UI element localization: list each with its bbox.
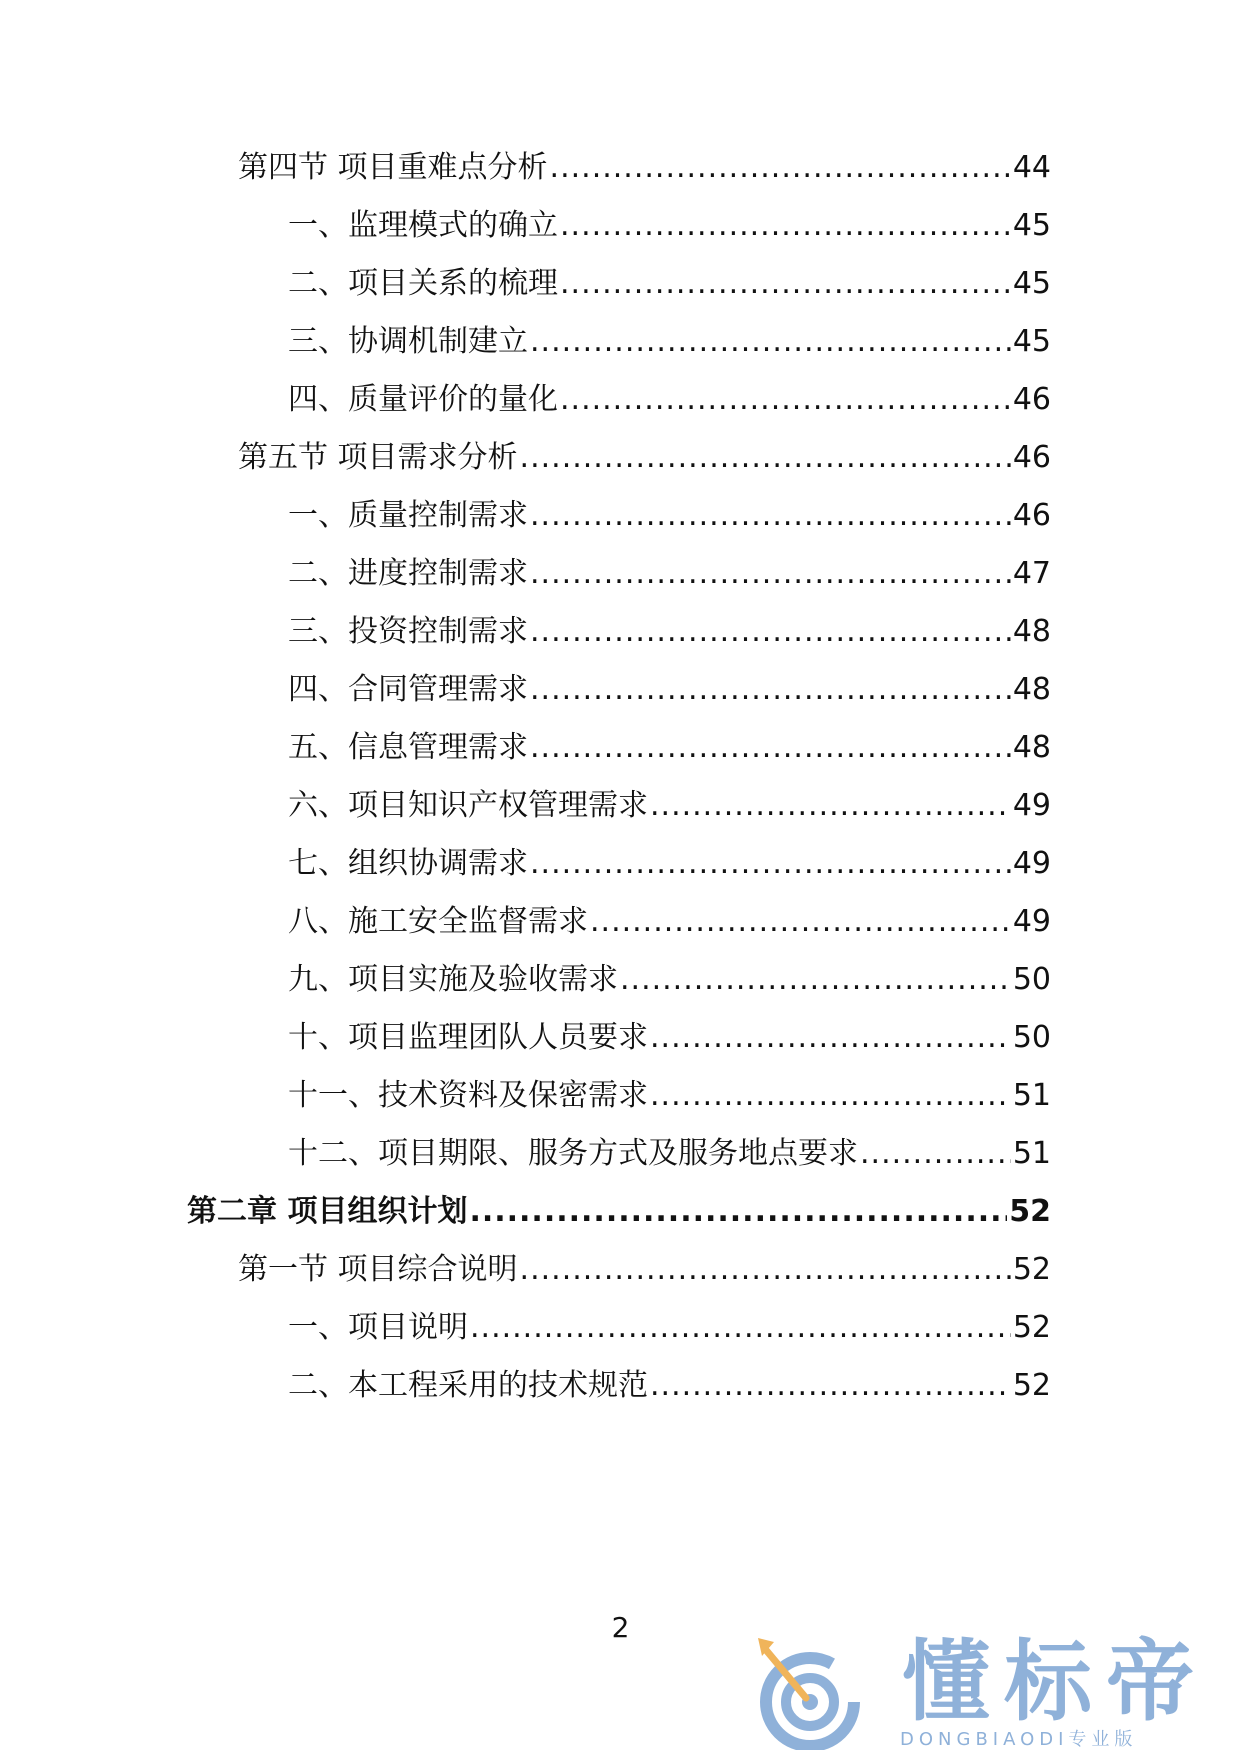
toc-entry-title: 二、进度控制需求 (288, 556, 528, 591)
toc-entry[interactable] (288, 1018, 1051, 1058)
toc-chapter-entry[interactable] (187, 1192, 1051, 1232)
page-number: 2 (611, 1611, 630, 1644)
toc-entry[interactable] (288, 1076, 1051, 1116)
toc-dot-leader (530, 670, 1011, 710)
toc-entry-title: 十一、技术资料及保密需求 (288, 1078, 648, 1113)
toc-entry[interactable] (288, 322, 1051, 362)
toc-entry[interactable] (288, 902, 1051, 942)
toc-entry-page: 48 (1012, 672, 1051, 707)
toc-dot-leader (520, 1250, 1011, 1290)
toc-entry[interactable] (288, 264, 1051, 304)
toc-dot-leader (530, 322, 1011, 362)
toc-entry-title: 二、本工程采用的技术规范 (288, 1368, 648, 1403)
toc-entry-title: 七、组织协调需求 (288, 846, 528, 881)
toc-dot-leader (650, 1018, 1011, 1058)
toc-dot-leader (470, 1308, 1011, 1348)
toc-dot-leader (530, 612, 1011, 652)
toc-entry-title: 四、质量评价的量化 (288, 382, 558, 417)
toc-entry-title: 第四节 项目重难点分析 (238, 150, 548, 185)
toc-entry-page: 51 (1012, 1078, 1051, 1113)
toc-dot-leader (860, 1134, 1011, 1174)
toc-entry-title: 五、信息管理需求 (288, 730, 528, 765)
toc-dot-leader (560, 380, 1011, 420)
toc-entry-page: 52 (1012, 1368, 1051, 1403)
toc-entry-title: 四、合同管理需求 (288, 672, 528, 707)
toc-dot-leader (590, 902, 1011, 942)
toc-entry[interactable] (288, 1366, 1051, 1406)
toc-entry-title: 二、项目关系的梳理 (288, 266, 558, 301)
watermark-brand: 懂标帝 (902, 1630, 1209, 1733)
toc-entry-page: 51 (1012, 1136, 1051, 1171)
toc-entry-page: 49 (1012, 846, 1051, 881)
toc-entry-page: 47 (1012, 556, 1051, 591)
toc-entry-title: 一、监理模式的确立 (288, 208, 558, 243)
toc-entry[interactable] (288, 554, 1051, 594)
toc-entry-title: 一、项目说明 (288, 1310, 468, 1345)
toc-entry[interactable] (288, 960, 1051, 1000)
toc-entry-title: 九、项目实施及验收需求 (288, 962, 618, 997)
toc-entry[interactable] (288, 786, 1051, 826)
toc-entry[interactable] (288, 728, 1051, 768)
toc-dot-leader (650, 786, 1011, 826)
toc-entry-page: 45 (1012, 208, 1051, 243)
toc-entry-page: 44 (1012, 150, 1051, 185)
toc-entry[interactable] (238, 1250, 1051, 1290)
toc-entry-page: 45 (1012, 266, 1051, 301)
toc-entry[interactable] (288, 612, 1051, 652)
toc-entry-page: 52 (1012, 1310, 1051, 1345)
toc-entry[interactable] (288, 844, 1051, 884)
toc-dot-leader (650, 1366, 1011, 1406)
toc-entry-page: 49 (1012, 788, 1051, 823)
toc-dot-leader (560, 264, 1011, 304)
toc-entry[interactable] (288, 206, 1051, 246)
toc-entry-title: 八、施工安全监督需求 (288, 904, 588, 939)
toc-entry-page: 52 (1012, 1252, 1051, 1287)
toc-entry[interactable] (288, 1308, 1051, 1348)
toc-entry-page: 46 (1012, 440, 1051, 475)
toc-entry[interactable] (288, 380, 1051, 420)
toc-entry-title: 三、投资控制需求 (288, 614, 528, 649)
toc-entry-title: 一、质量控制需求 (288, 498, 528, 533)
toc-dot-leader (520, 438, 1011, 478)
watermark (742, 1630, 1232, 1750)
toc-dot-leader (650, 1076, 1011, 1116)
toc-entry[interactable] (288, 496, 1051, 536)
toc-entry-title: 十二、项目期限、服务方式及服务地点要求 (288, 1136, 858, 1171)
toc-dot-leader (530, 554, 1011, 594)
toc-entry-page: 50 (1012, 1020, 1051, 1055)
toc-dot-leader (620, 960, 1011, 1000)
toc-entry[interactable] (288, 670, 1051, 710)
toc-dot-leader (469, 1192, 1007, 1232)
toc-entry-title: 三、协调机制建立 (288, 324, 528, 359)
toc-entry-page: 52 (1009, 1194, 1051, 1229)
toc-entry-title: 六、项目知识产权管理需求 (288, 788, 648, 823)
toc-dot-leader (550, 148, 1011, 188)
watermark-subtitle: DONGBIAODI专业版 (900, 1729, 1138, 1750)
toc-entry-title: 十、项目监理团队人员要求 (288, 1020, 648, 1055)
toc-entry-page: 46 (1012, 382, 1051, 417)
toc-entry-page: 48 (1012, 614, 1051, 649)
toc-dot-leader (530, 728, 1011, 768)
target-logo-icon (742, 1630, 892, 1750)
toc-entry[interactable] (238, 438, 1051, 478)
toc-entry-page: 46 (1012, 498, 1051, 533)
toc-dot-leader (530, 496, 1011, 536)
toc-entry-title: 第二章 项目组织计划 (187, 1194, 468, 1229)
toc-dot-leader (530, 844, 1011, 884)
toc-entry[interactable] (288, 1134, 1051, 1174)
toc-entry-title: 第一节 项目综合说明 (238, 1252, 518, 1287)
toc-entry[interactable] (238, 148, 1051, 188)
toc-entry-page: 50 (1012, 962, 1051, 997)
toc-dot-leader (560, 206, 1011, 246)
toc-entry-page: 48 (1012, 730, 1051, 765)
toc-entry-page: 49 (1012, 904, 1051, 939)
toc-entry-title: 第五节 项目需求分析 (238, 440, 518, 475)
toc-entry-page: 45 (1012, 324, 1051, 359)
